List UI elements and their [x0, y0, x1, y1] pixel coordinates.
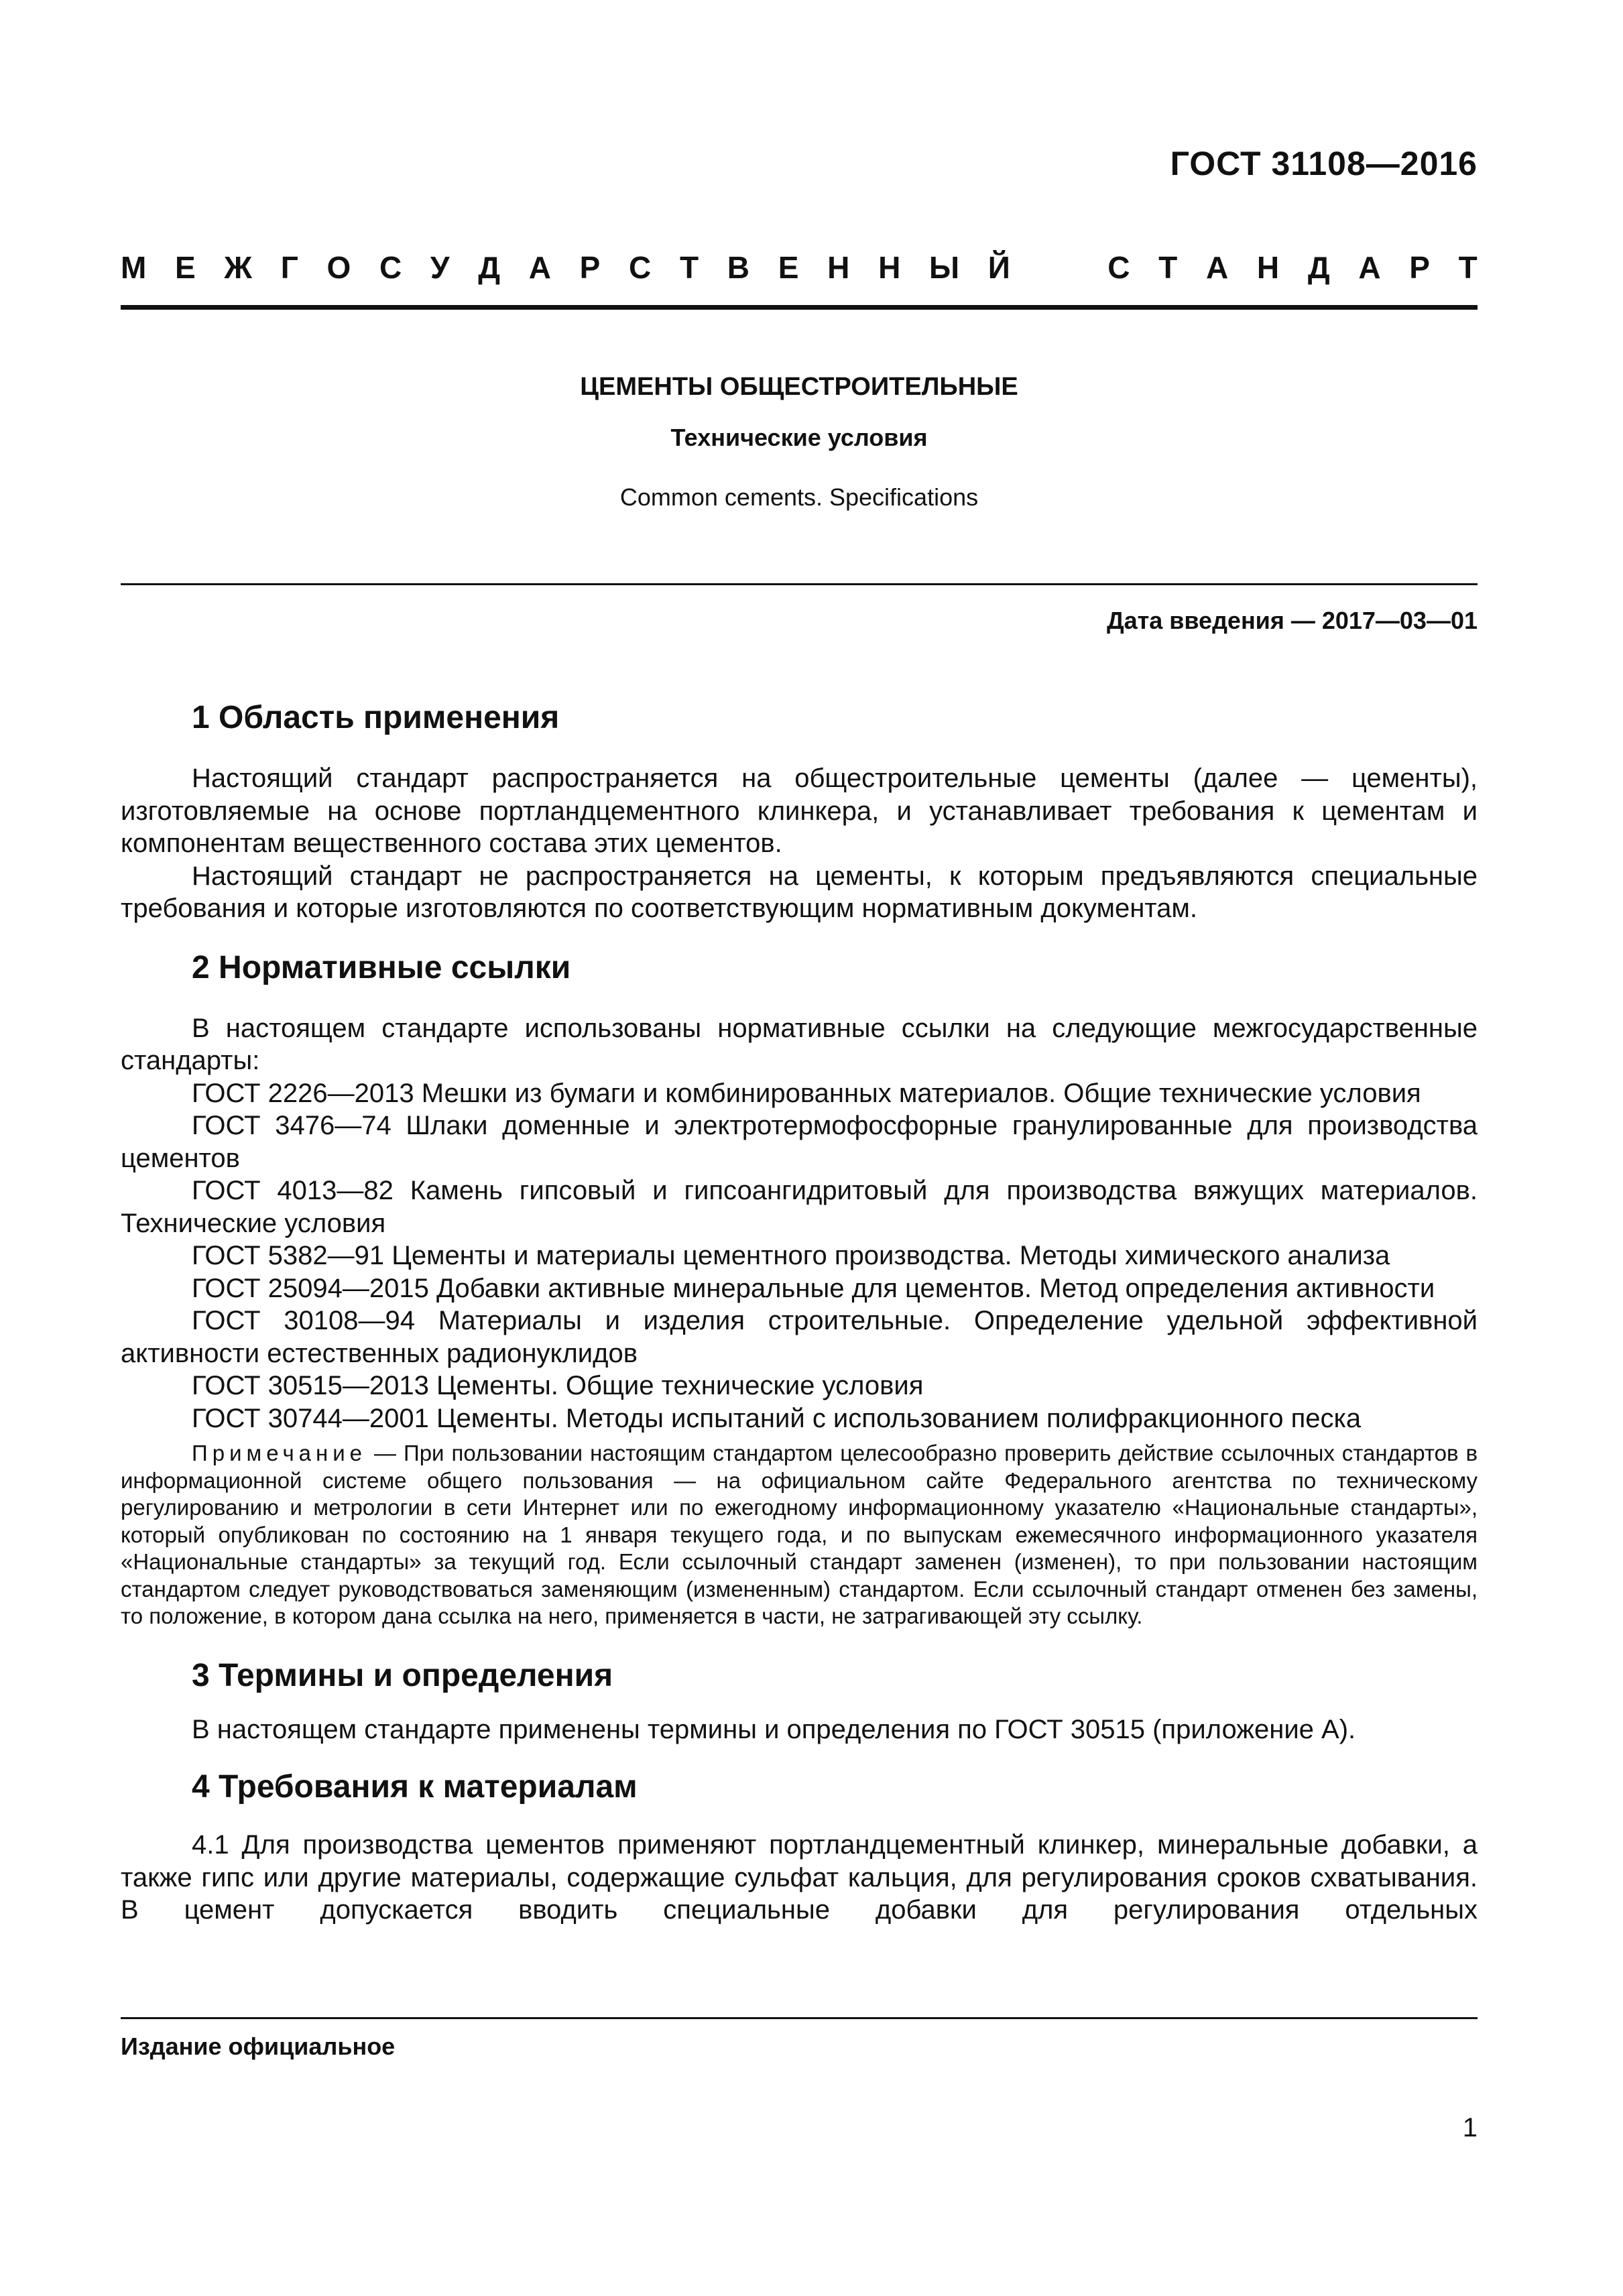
- title-divider: [121, 583, 1478, 585]
- section-heading: 1 Область применения: [192, 700, 560, 735]
- document-page: [121, 0, 1478, 2296]
- interstate-standard-heading: [121, 249, 1478, 286]
- word-gap: [1039, 249, 1079, 286]
- letter: С: [379, 250, 402, 285]
- page-number: 1: [1462, 2113, 1478, 2142]
- letter: Т: [1158, 250, 1178, 285]
- footer-divider: [121, 2017, 1478, 2019]
- section-heading: 3 Термины и определения: [192, 1657, 613, 1693]
- letter: А: [1358, 250, 1381, 285]
- paragraph: В настоящем стандарте применены термины и определения по ГОСТ 30515 (приложение А).: [192, 1714, 1356, 1744]
- note-text: — При пользовании настоящим стандартом целесообразно проверить действие ссылочных стандартов в информационной системе общего пользования — на официальном сайте Федерального агентства по техническому регулированию и метрологии в сети Интернет или по ежегодному информационному указателю «Национальные стандарты», который опубликован по состоянию на 1 января текущего года, и по выпускам ежемесячного информационного указателя «Национальные стандарты» за текущий год. Если ссылочный стандарт заменен (изменен), то при пользовании настоящим стандартом следует руководствоваться заменяющим (измененным) стандартом. Если ссылочный стандарт отменен без замены, то положение, в котором дана ссылка на него, применяется в части, не затрагивающей эту ссылку.: [121, 1441, 1478, 1628]
- reference-item: ГОСТ 5382—91 Цементы и материалы цементного производства. Методы химического анализа: [192, 1241, 1390, 1270]
- letter: Д: [1307, 250, 1330, 285]
- letter: Е: [175, 250, 196, 285]
- section-heading: 4 Требования к материалам: [192, 1769, 638, 1805]
- reference-item: ГОСТ 3476—74 Шлаки доменные и электротермофосфорные гранулированные для производства цементов: [121, 1111, 1478, 1173]
- letter: А: [1205, 250, 1229, 285]
- letter: С: [1107, 250, 1130, 285]
- letter: Н: [878, 250, 901, 285]
- reference-item: ГОСТ 30515—2013 Цементы. Общие технические условия: [192, 1371, 924, 1400]
- letter: Й: [987, 250, 1010, 285]
- reference-item: ГОСТ 30108—94 Материалы и изделия строительные. Определение удельной эффективной активности естественных радионуклидов: [121, 1306, 1478, 1368]
- document-number: ГОСТ 31108—2016: [1170, 145, 1478, 182]
- document-body: [121, 694, 1478, 1927]
- paragraph: 4.1 Для производства цементов применяют портландцементный клинкер, минеральные добавки, а также гипс или другие материалы, содержащие сульфат кальция, для регулирования сроков схватывания. В цемент допускается вводить специальные добавки для регулирования отдельных: [121, 1830, 1478, 1925]
- letter: О: [326, 250, 351, 285]
- section-heading: 2 Нормативные ссылки: [192, 949, 571, 985]
- header-divider: [121, 305, 1478, 310]
- letter: Н: [1256, 250, 1280, 285]
- official-edition-label: Издание официальное: [121, 2033, 396, 2060]
- reference-item: ГОСТ 30744—2001 Цементы. Методы испытаний с использованием полифракционного песка: [192, 1403, 1362, 1433]
- reference-item: ГОСТ 4013—82 Камень гипсовый и гипсоангидритовый для производства вяжущих материалов. Технические условия: [121, 1176, 1478, 1238]
- letter: Н: [827, 250, 850, 285]
- letter: Д: [478, 250, 501, 285]
- letter: С: [629, 250, 652, 285]
- letter: Т: [1458, 250, 1478, 285]
- paragraph: Настоящий стандарт распространяется на общестроительные цементы (далее — цементы), изготовляемые на основе портландцементного клинкера, и устанавливает требования к цементам и компонентам вещественного состава этих цементов.: [121, 764, 1478, 858]
- letter: А: [528, 250, 551, 285]
- letter: Ы: [929, 250, 960, 285]
- english-title: Common cements. Specifications: [619, 483, 979, 511]
- letter: У: [430, 250, 450, 285]
- reference-item: ГОСТ 2226—2013 Мешки из бумаги и комбинированных материалов. Общие технические условия: [192, 1078, 1421, 1108]
- letter: Г: [280, 250, 298, 285]
- paragraph: Настоящий стандарт не распространяется на цементы, к которым предъявляются специальные требования и которые изготовляются по соответствующим нормативным документам.: [121, 861, 1478, 923]
- reference-item: ГОСТ 25094—2015 Добавки активные минеральные для цементов. Метод определения активности: [192, 1273, 1435, 1303]
- note: [121, 1440, 1478, 1630]
- paragraph: В настоящем стандарте использованы нормативные ссылки на следующие межгосударственные стандарты:: [121, 1013, 1478, 1075]
- letter: Р: [579, 250, 601, 285]
- letter: Т: [679, 250, 699, 285]
- note-label: Примечание: [192, 1441, 367, 1465]
- letter: Е: [778, 250, 799, 285]
- document-subtitle: Технические условия: [670, 424, 928, 451]
- document-title: ЦЕМЕНТЫ ОБЩЕСТРОИТЕЛЬНЫЕ: [580, 373, 1018, 401]
- letter: Ж: [224, 250, 252, 285]
- letter: В: [727, 250, 750, 285]
- introduction-date: Дата введения — 2017—03—01: [1106, 607, 1478, 634]
- letter: М: [121, 250, 147, 285]
- letter: Р: [1409, 250, 1430, 285]
